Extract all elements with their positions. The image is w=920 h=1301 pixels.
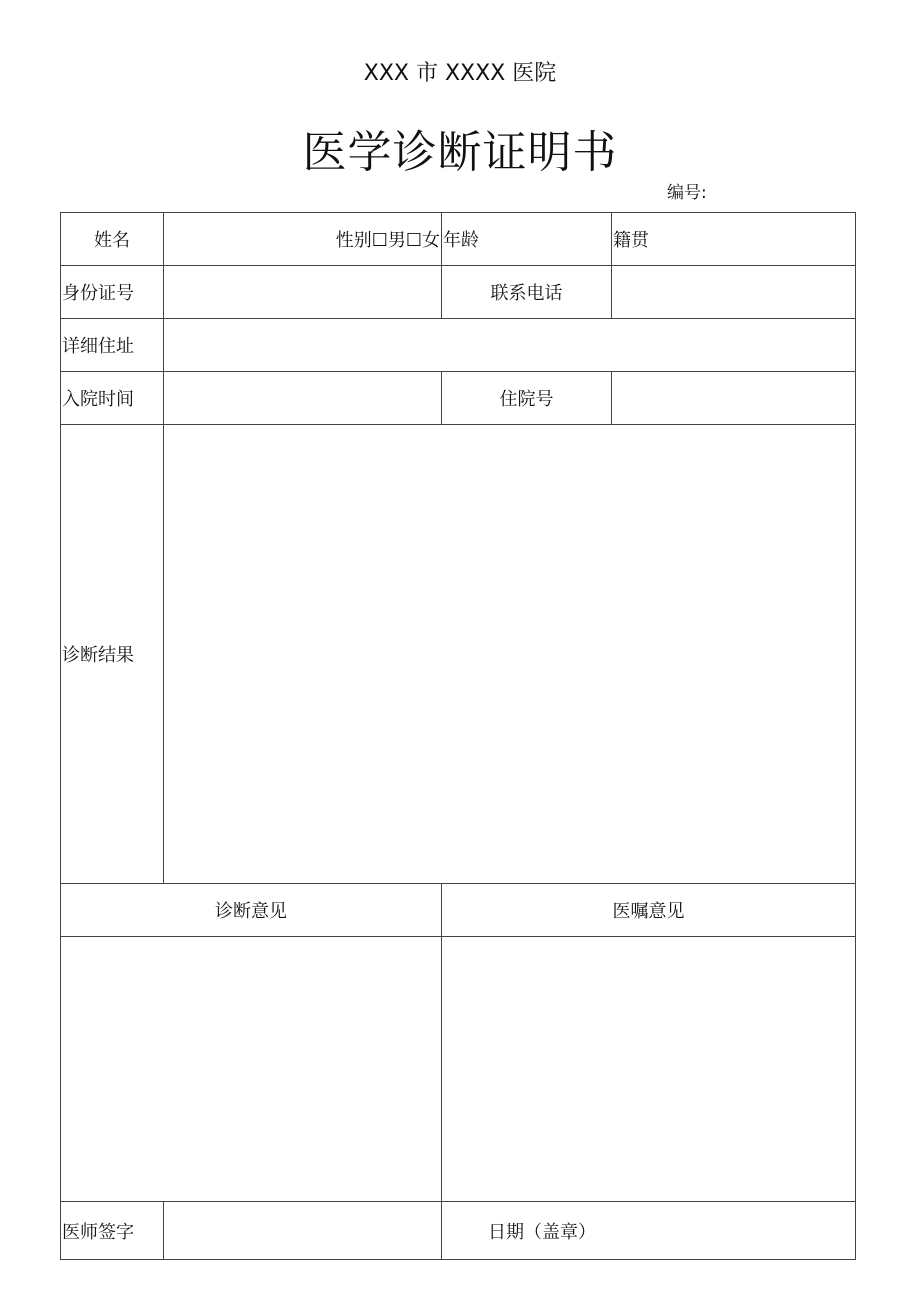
- row-diagnosis-result: [61, 425, 856, 884]
- gender-label: 性别☐男☐女: [335, 230, 440, 251]
- hospital-number-field[interactable]: [612, 372, 856, 425]
- doctor-signature-label: 医师签字: [61, 1202, 164, 1260]
- row-id-phone: [61, 266, 856, 319]
- name-label: 姓名: [61, 213, 164, 266]
- hospital-name: XXX 市 XXXX 医院: [363, 61, 557, 86]
- row-opinion-fields: [61, 937, 856, 1202]
- row-admission: [61, 372, 856, 425]
- id-number-field[interactable]: [164, 266, 442, 319]
- date-stamp-label: 日期（盖章）: [488, 1221, 596, 1243]
- document-title: 医学诊断证明书: [302, 127, 618, 178]
- phone-label: 联系电话: [442, 266, 612, 319]
- gender-field[interactable]: [164, 213, 442, 266]
- hospital-number-label: 住院号: [442, 372, 612, 425]
- native-place-field[interactable]: [612, 213, 856, 266]
- medical-advice-label: 医嘱意见: [442, 884, 856, 937]
- phone-field[interactable]: [612, 266, 856, 319]
- diagnosis-opinion-field[interactable]: [61, 937, 442, 1202]
- address-label: 详细住址: [61, 319, 164, 372]
- diagnosis-result-label: 诊断结果: [61, 425, 164, 884]
- row-address: [61, 319, 856, 372]
- date-stamp-field[interactable]: [442, 1202, 856, 1260]
- row-basic-info: [61, 213, 856, 266]
- diagnosis-opinion-label: 诊断意见: [61, 884, 442, 937]
- age-label: 年龄: [443, 230, 479, 251]
- row-opinion-headers: [61, 884, 856, 937]
- admission-time-label: 入院时间: [61, 372, 164, 425]
- diagnosis-result-field[interactable]: [164, 425, 856, 884]
- certificate-form: [60, 212, 856, 1260]
- id-number-label: 身份证号: [61, 266, 164, 319]
- native-place-label: 籍贯: [613, 230, 649, 251]
- medical-advice-field[interactable]: [442, 937, 856, 1202]
- doctor-signature-field[interactable]: [164, 1202, 442, 1260]
- age-field[interactable]: [442, 213, 612, 266]
- serial-number-label: 编号:: [667, 183, 707, 203]
- admission-time-field[interactable]: [164, 372, 442, 425]
- address-field[interactable]: [164, 319, 856, 372]
- row-signature: [61, 1202, 856, 1260]
